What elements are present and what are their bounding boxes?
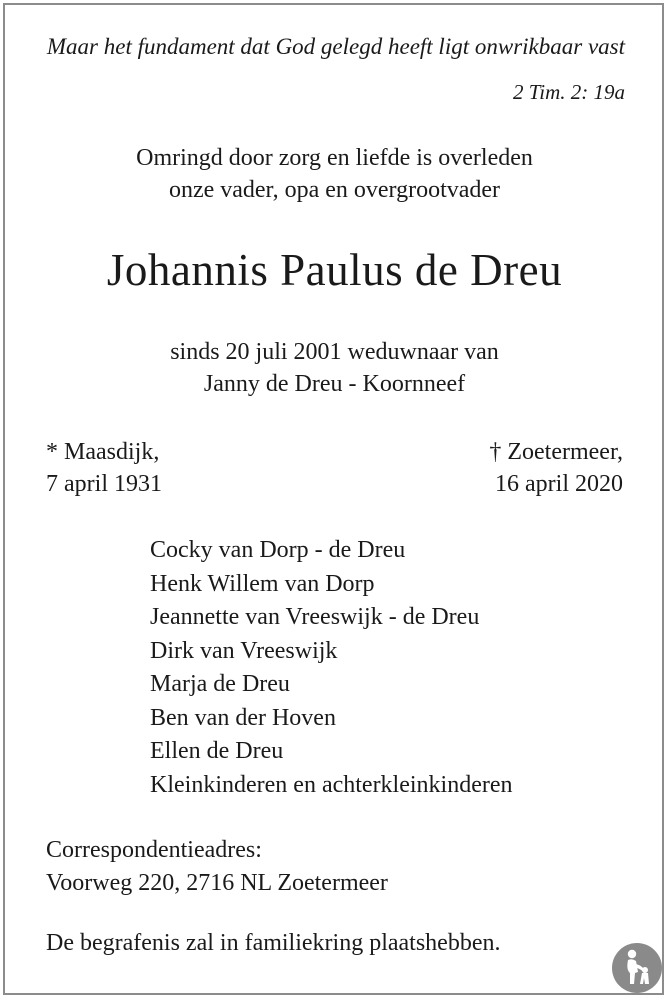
birth-place: * Maasdijk, — [46, 439, 160, 465]
bible-reference: 2 Tim. 2: 19a — [512, 80, 625, 104]
family-member: Dirk van Vreeswijk — [150, 637, 338, 664]
death-date: 16 april 2020 — [495, 471, 623, 497]
family-member: Jeannette van Vreeswijk - de Dreu — [150, 604, 480, 630]
widower-line: sinds 20 juli 2001 weduwnaar van — [170, 339, 499, 365]
death-info — [489, 436, 623, 500]
correspondence-address: Voorweg 220, 2716 NL Zoetermeer — [46, 870, 388, 896]
bible-quote: Maar het fundament dat God gelegd heeft ligt onwrikbaar vast — [46, 34, 625, 59]
spouse-name: Janny de Dreu - Koornneef — [203, 371, 466, 397]
family-member: Ellen de Dreu — [150, 738, 284, 764]
family-member: Kleinkinderen en achterkleinkinderen — [150, 771, 513, 798]
correspondence-label: Correspondentieadres: — [46, 837, 262, 863]
family-member: Cocky van Dorp - de Dreu — [150, 537, 406, 563]
family-member: Marja de Dreu — [150, 671, 290, 697]
correspondence-block — [46, 834, 388, 900]
birth-info — [46, 436, 162, 500]
family-member: Henk Willem van Dorp — [150, 570, 375, 597]
deceased-name: Johannis Paulus de Dreu — [106, 245, 563, 295]
family-list — [150, 534, 513, 802]
mourning-figure-icon — [611, 942, 663, 994]
intro-line: Omringd door zorg en liefde is overleden — [136, 145, 533, 171]
intro-line: onze vader, opa en overgrootvader — [168, 177, 501, 203]
intro-text — [0, 142, 669, 206]
funeral-note: De begrafenis zal in familiekring plaatshebben. — [46, 930, 501, 956]
birth-date: 7 april 1931 — [46, 471, 162, 497]
family-member: Ben van der Hoven — [150, 704, 336, 731]
widower-text — [0, 336, 669, 400]
death-place: † Zoetermeer, — [489, 439, 623, 465]
